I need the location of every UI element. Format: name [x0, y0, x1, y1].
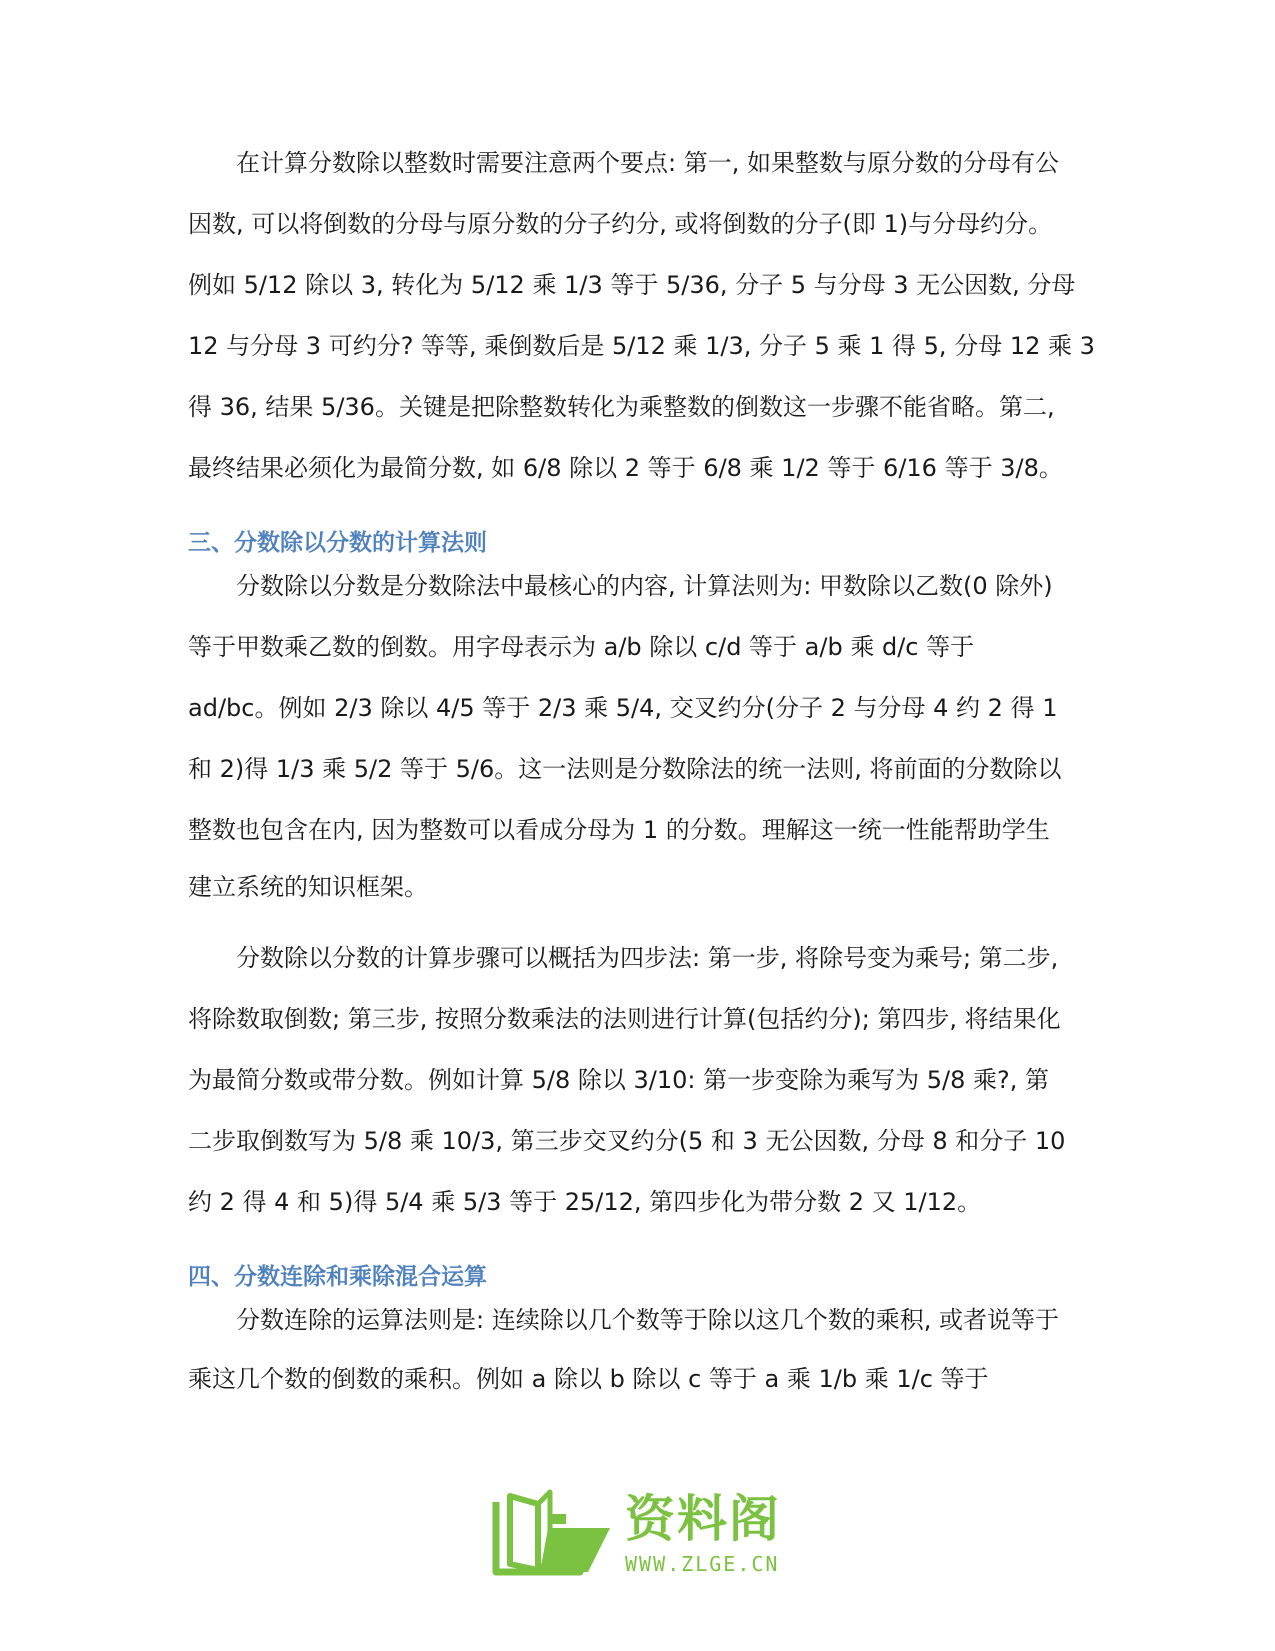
paragraph-line: 约 2 得 4 和 5)得 5/4 乘 5/3 等于 25/12, 第四步化为带分数 2 又 1/12。 — [188, 1188, 982, 1216]
paragraph-line: 建立系统的知识框架。 — [188, 873, 428, 901]
paragraph-line: 乘这几个数的倒数的乘积。例如 a 除以 b 除以 c 等于 a 乘 1/b 乘 1/c 等于 — [188, 1365, 989, 1393]
section-heading-3: 三、分数除以分数的计算法则 — [188, 530, 487, 556]
paragraph-line: 在计算分数除以整数时需要注意两个要点: 第一, 如果整数与原分数的分母有公 — [188, 149, 1059, 177]
paragraph-line: 整数也包含在内, 因为整数可以看成分母为 1 的分数。理解这一统一性能帮助学生 — [188, 816, 1050, 844]
paragraph-line: 将除数取倒数; 第三步, 按照分数乘法的法则进行计算(包括约分); 第四步, 将结果化 — [188, 1005, 1061, 1033]
open-book-folder-icon — [490, 1488, 615, 1578]
paragraph-line: 等于甲数乘乙数的倒数。用字母表示为 a/b 除以 c/d 等于 a/b 乘 d/c 等于 — [188, 633, 975, 661]
watermark-url: WWW.ZLGE.CN — [625, 1552, 780, 1576]
watermark-logo — [490, 1486, 790, 1586]
paragraph-line: 因数, 可以将倒数的分母与原分数的分子约分, 或将倒数的分子(即 1)与分母约分。 — [188, 210, 1053, 238]
paragraph-line: 例如 5/12 除以 3, 转化为 5/12 乘 1/3 等于 5/36, 分子 5 与分母 3 无公因数, 分母 — [188, 271, 1076, 299]
paragraph-line: 得 36, 结果 5/36。关键是把除整数转化为乘整数的倒数这一步骤不能省略。第二, — [188, 393, 1055, 421]
paragraph-line: 和 2)得 1/3 乘 5/2 等于 5/6。这一法则是分数除法的统一法则, 将前面的分数除以 — [188, 755, 1062, 783]
watermark-name: 资料阁 — [625, 1490, 781, 1548]
paragraph-line: 分数连除的运算法则是: 连续除以几个数等于除以这几个数的乘积, 或者说等于 — [188, 1306, 1059, 1334]
paragraph-line: 为最简分数或带分数。例如计算 5/8 除以 3/10: 第一步变除为乘写为 5/8 乘?, 第 — [188, 1066, 1049, 1094]
section-heading-4: 四、分数连除和乘除混合运算 — [188, 1264, 487, 1290]
paragraph-line: 二步取倒数写为 5/8 乘 10/3, 第三步交叉约分(5 和 3 无公因数, 分母 8 和分子 10 — [188, 1127, 1066, 1155]
paragraph-line: 12 与分母 3 可约分? 等等, 乘倒数后是 5/12 乘 1/3, 分子 5 乘 1 得 5, 分母 12 乘 3 — [188, 332, 1095, 360]
paragraph-line: 分数除以分数的计算步骤可以概括为四步法: 第一步, 将除号变为乘号; 第二步, — [188, 944, 1059, 972]
paragraph-line: 最终结果必须化为最简分数, 如 6/8 除以 2 等于 6/8 乘 1/2 等于 6/16 等于 3/8。 — [188, 454, 1063, 482]
paragraph-line: 分数除以分数是分数除法中最核心的内容, 计算法则为: 甲数除以乙数(0 除外) — [188, 572, 1053, 600]
paragraph-line: ad/bc。例如 2/3 除以 4/5 等于 2/3 乘 5/4, 交叉约分(分子 2 与分母 4 约 2 得 1 — [188, 694, 1058, 722]
